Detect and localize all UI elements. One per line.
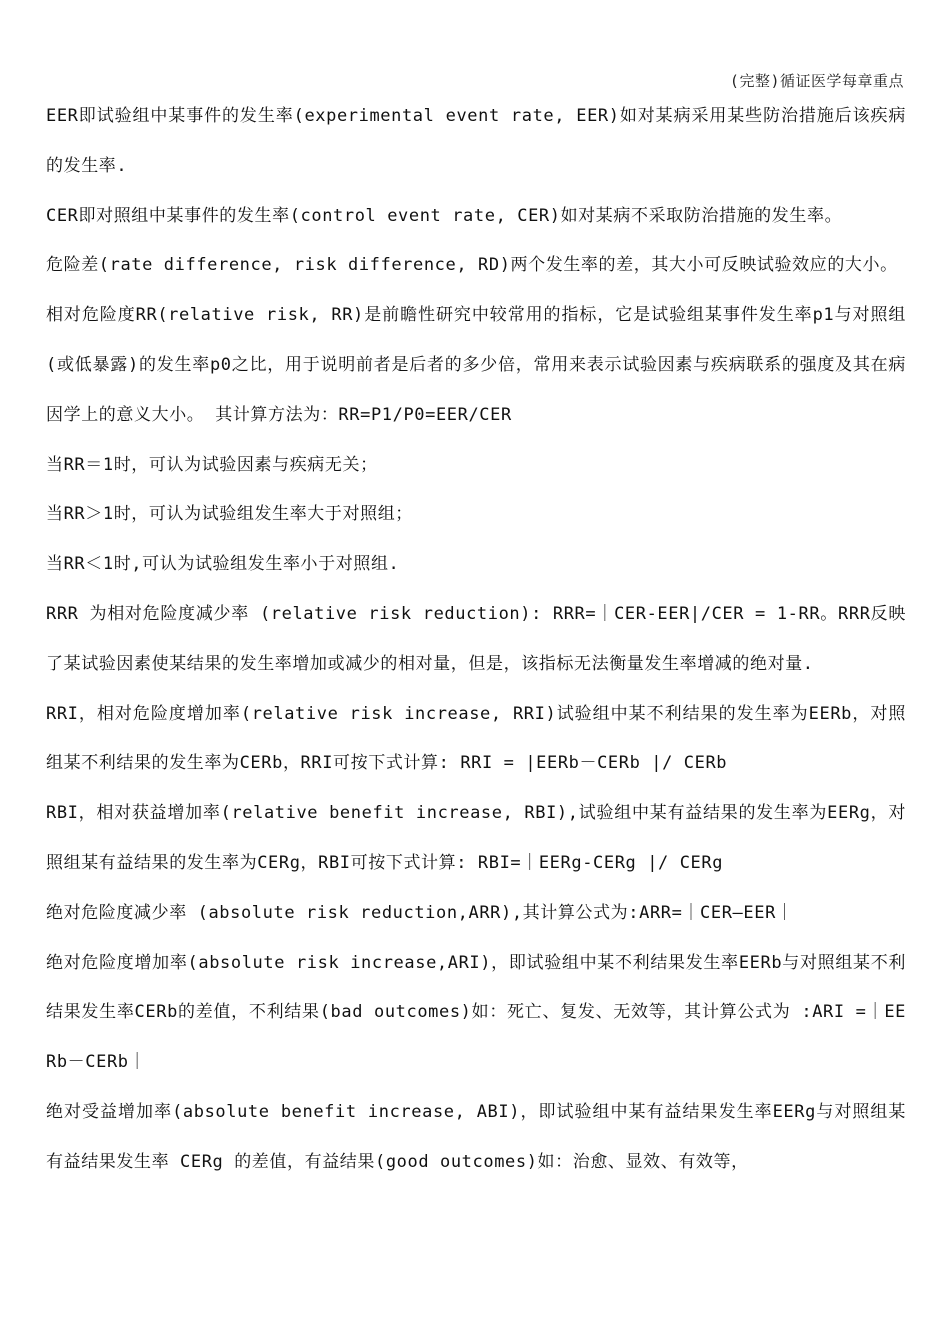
paragraph-rr-less: 当RR＜1时,可认为试验组发生率小于对照组. (46, 554, 400, 575)
page-header: (完整)循证医学每章重点 (729, 72, 904, 90)
paragraph-rr: 相对危险度RR(relative risk, RR)是前瞻性研究中较常用的指标，它是试验组某事件发生率p1与对照组(或低暴露)的发生率p0之比，用于说明前者是后者的多少倍，常用来表示试验因素与疾病联系的强度及其在病因学上的意义大小。 其计算方法为：RR=P1/P0=EER/CER (46, 305, 906, 425)
paragraph-abi: 绝对受益增加率(absolute benefit increase, ABI)，即试验组中某有益结果发生率EERg与对照组某有益结果发生率 CERg 的差值，有益结果(good outcomes)如：治愈、显效、有效等， (46, 1101, 906, 1172)
paragraph-rbi: RBI，相对获益增加率(relative benefit increase, RBI),试验组中某有益结果的发生率为EERg，对照组某有益结果的发生率为CERg，RBI可按下式计算: RBI=｜EERg-CERg |/ CERg (46, 803, 906, 873)
paragraph-ari: 绝对危险度增加率(absolute risk increase,ARI)，即试验组中某不利结果发生率EERb与对照组某不利结果发生率CERb的差值，不利结果(bad outcomes)如：死亡、复发、无效等，其计算公式为 :ARI =｜EERb－CERb｜ (46, 952, 906, 1073)
paragraph-arr: 绝对危险度减少率 (absolute risk reduction,ARR),其计算公式为:ARR=｜CER—EER｜ (46, 902, 794, 923)
paragraph-cer: CER即对照组中某事件的发生率(control event rate, CER)如对某病不采取防治措施的发生率。 (46, 205, 843, 226)
paragraph-rr-equal: 当RR＝1时，可认为试验因素与疾病无关； (46, 454, 378, 475)
paragraph-rri: RRI，相对危险度增加率(relative risk increase, RRI)试验组中某不利结果的发生率为EERb，对照组某不利结果的发生率为CERb，RRI可按下式计算: RRI = |EERb－CERb |/ CERb (46, 703, 906, 774)
paragraph-rr-greater: 当RR＞1时，可认为试验组发生率大于对照组； (46, 504, 413, 525)
paragraph-eer: EER即试验组中某事件的发生率(experimental event rate, EER)如对某病采用某些防治措施后该疾病的发生率. (46, 106, 906, 176)
paragraph-rd: 危险差(rate difference, risk difference, RD)两个发生率的差，其大小可反映试验效应的大小。 (46, 255, 898, 276)
paragraph-rrr: RRR 为相对危险度减少率 (relative risk reduction): RRR=｜CER-EER|/CER = 1-RR。RRR反映了某试验因素使某结果的发生率增加或减少的相对量，但是，该指标无法衡量发生率增减的绝对量. (46, 603, 906, 674)
document-body (46, 92, 906, 1188)
